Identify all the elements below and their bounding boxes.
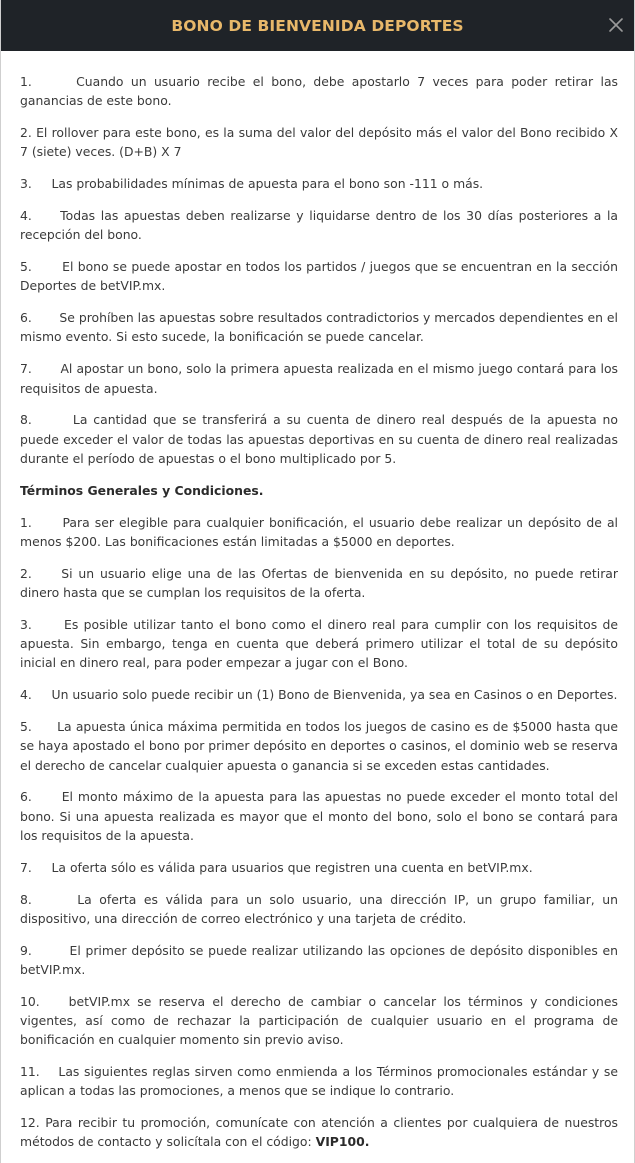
term-number: 2. xyxy=(20,125,32,141)
term-text: El bono se puede apostar en todos los partidos / juegos que se encuentran en la sección Deportes de betVIP.mx. xyxy=(20,259,618,294)
term-text: La oferta sólo es válida para usuarios que registren una cuenta en betVIP.mx. xyxy=(51,859,533,875)
term-text: El rollover para este bono, es la suma del valor del depósito más el valor del Bono recibido X 7 (siete) veces. (D+B) X 7 xyxy=(20,125,618,160)
general-term-item xyxy=(20,717,618,775)
bonus-rule-item xyxy=(20,359,618,398)
bonus-rule-item xyxy=(20,72,618,111)
term-text: El primer depósito se puede realizar utilizando las opciones de depósito disponibles en betVIP.mx. xyxy=(20,942,618,977)
modal-body xyxy=(1,51,634,1152)
term-number: 11. xyxy=(20,1064,40,1080)
modal-title: BONO DE BIENVENIDA DEPORTES xyxy=(171,16,464,35)
term-text: El monto máximo de la apuesta para las apuestas no puede exceder el monto total del bono. Si una apuesta realizada es mayor que el monto del bono, solo el bono se contará para los requisitos de la apuesta. xyxy=(20,789,618,843)
term-number: 6. xyxy=(20,789,32,805)
term-text: La oferta es válida para un solo usuario, una dirección IP, un grupo familiar, un dispositivo, una dirección de correo electrónico y una tarjeta de crédito. xyxy=(20,891,618,926)
term-number: 8. xyxy=(20,412,32,428)
bonus-rule-item xyxy=(20,123,618,162)
general-term-item xyxy=(20,787,618,845)
term-text: Todas las apuestas deben realizarse y liquidarse dentro de los 30 días posteriores a la recepción del bono. xyxy=(20,207,618,243)
term-text: Se prohíben las apuestas sobre resultados contradictorios y mercados dependientes en el mismo evento. Si esto sucede, la bonificación se puede cancelar. xyxy=(20,310,618,345)
general-term-item xyxy=(20,1062,618,1101)
general-term-item xyxy=(20,685,618,704)
close-icon[interactable] xyxy=(606,15,626,35)
general-term-item xyxy=(20,941,618,980)
general-term-item xyxy=(20,615,618,673)
bonus-rule-item xyxy=(20,308,618,347)
term-text: Las probabilidades mínimas de apuesta para el bono son -111 o más. xyxy=(51,176,484,192)
general-term-item xyxy=(20,564,618,603)
term-number: 7. xyxy=(20,361,32,377)
general-terms-heading: Términos Generales y Condiciones. xyxy=(20,482,264,498)
term-number: 3. xyxy=(20,176,32,192)
general-term-item xyxy=(20,513,618,552)
term-number: 2. xyxy=(20,565,32,581)
term-text: Si un usuario elige una de las Ofertas de bienvenida en su depósito, no puede retirar dinero hasta que se cumplan los requisitos de la oferta. xyxy=(20,565,618,600)
term-number: 3. xyxy=(20,616,32,632)
general-term-item xyxy=(20,858,618,877)
bonus-rule-item xyxy=(20,174,618,193)
term-number: 4. xyxy=(20,207,32,223)
term-number: 1. xyxy=(20,74,32,89)
general-term-item xyxy=(20,890,618,929)
term-text: Cuando un usuario recibe el bono, debe apostarlo 7 veces para poder retirar las ganancias de este bono. xyxy=(20,74,618,109)
term-number: 5. xyxy=(20,259,32,275)
term-text: betVIP.mx se reserva el derecho de cambiar o cancelar los términos y condiciones vigentes, así como de rechazar la participación de cualquier usuario en el programa de bonificación en cualquier momento sin previo aviso. xyxy=(20,993,618,1048)
term-text: Para recibir tu promoción, comunícate con atención a clientes por cualquiera de nuestros métodos de contacto y solicítala con el código: xyxy=(20,1115,618,1150)
term-number: 10. xyxy=(20,993,40,1009)
term-text: Para ser elegible para cualquier bonificación, el usuario debe realizar un depósito de al menos $200. Las bonificaciones están limitadas a $5000 en deportes. xyxy=(20,514,618,549)
term-text: Al apostar un bono, solo la primera apuesta realizada en el mismo juego contará para los requisitos de apuesta. xyxy=(20,361,618,396)
bonus-rule-item xyxy=(20,206,618,245)
term-number: 6. xyxy=(20,310,32,326)
bonus-rule-item xyxy=(20,410,618,468)
term-number: 4. xyxy=(20,687,32,703)
modal-header xyxy=(1,0,634,51)
general-terms-list xyxy=(20,513,618,1101)
term-text: La cantidad que se transferirá a su cuenta de dinero real después de la apuesta no puede exceder el valor de todas las apuestas deportivas en su cuenta de dinero real realizadas durante el período de apuestas o el bono multiplicado por 5. xyxy=(20,412,618,466)
final-term xyxy=(20,1113,618,1152)
term-text: Las siguientes reglas sirven como enmienda a los Términos promocionales estándar y se aplican a todas las promociones, a menos que se indique lo contrario. xyxy=(20,1064,618,1099)
term-text: Un usuario solo puede recibir un (1) Bono de Bienvenida, ya sea en Casinos o en Deportes. xyxy=(51,687,618,703)
bonus-rules-list xyxy=(20,72,618,468)
term-number: 7. xyxy=(20,859,32,875)
bonus-rule-item xyxy=(20,257,618,296)
term-number: 8. xyxy=(20,891,32,907)
general-term-item xyxy=(20,992,618,1050)
term-text: La apuesta única máxima permitida en todos los juegos de casino es de $5000 hasta que se haya apostado el bono por primer depósito en deportes o casinos, el dominio web se reserva el derecho de cancelar cualquier apuesta o ganancia si se exceden estas cantidades. xyxy=(20,718,618,773)
term-number: 12. xyxy=(20,1115,40,1131)
term-number: 5. xyxy=(20,718,32,734)
promo-code: VIP100. xyxy=(315,1134,370,1150)
term-text: Es posible utilizar tanto el bono como el dinero real para cumplir con los requisitos de apuesta. Sin embargo, tenga en cuenta que deberá primero utilizar el total de su depósito inicial en dinero real, para poder empezar a jugar con el Bono. xyxy=(20,616,618,671)
term-number: 9. xyxy=(20,942,32,958)
term-number: 1. xyxy=(20,514,32,530)
